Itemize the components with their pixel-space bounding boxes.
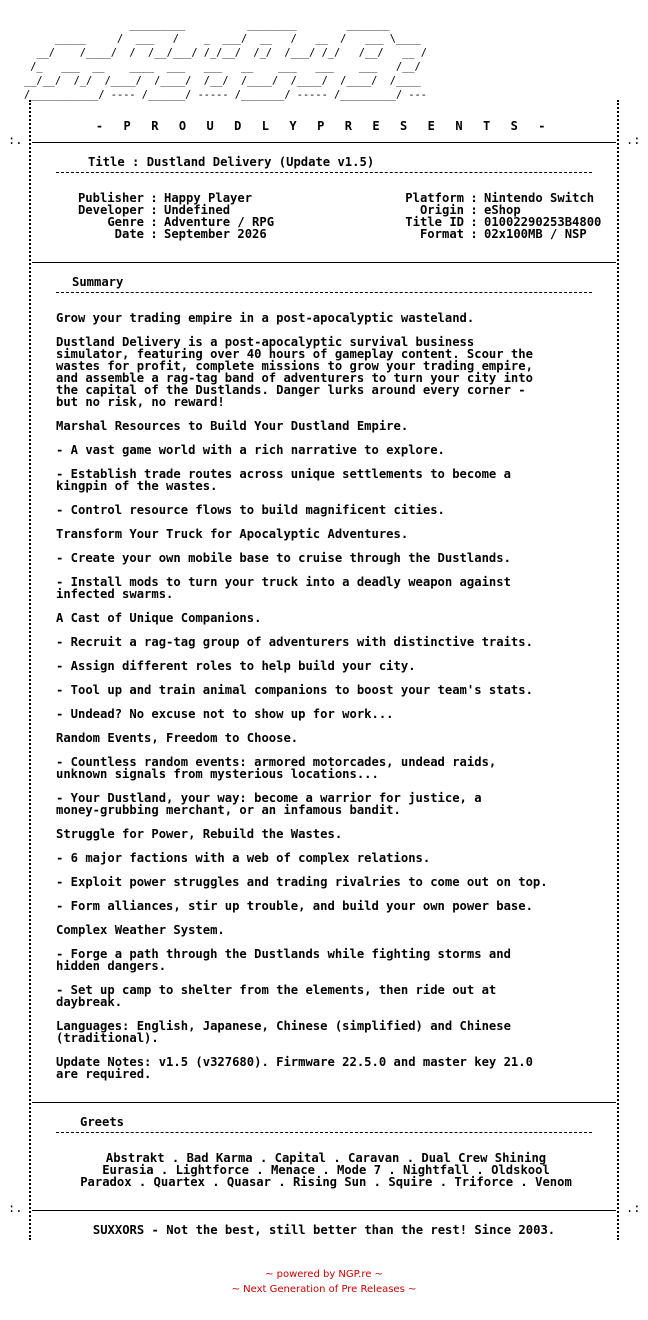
greets-line: Abstrakt . Bad Karma . Capital . Caravan . Dual Crew Shining	[105, 1151, 547, 1165]
frame-tick: .:	[626, 1201, 641, 1215]
summary-paragraph: Grow your trading empire in a post-apocalyptic wasteland.	[56, 311, 475, 325]
summary-paragraph: - Exploit power struggles and trading rivalries to come out on top.	[56, 875, 548, 889]
info-key: Publisher	[77, 191, 144, 205]
info-value: Adventure / RPG	[164, 215, 275, 229]
summary-paragraph: Dustland Delivery is a post-apocalyptic survival business simulator, featuring over 40 hours of gameplay content. Scour the wastes for profit, complete missions to grow your trading empire, and assemble a rag-tag band of adventurers to turn your city into the capital of the Dustlands. Danger lurks around every corner - but no risk, no reward!	[56, 335, 533, 409]
info-key: Format	[419, 227, 464, 241]
group-tagline: SUXXORS - Not the best, still better than the rest! Since 2003.	[92, 1223, 556, 1237]
summary-paragraph: Transform Your Truck for Apocalyptic Adventures.	[56, 527, 409, 541]
summary-paragraph: - A vast game world with a rich narrative to explore.	[56, 443, 445, 457]
ascii-logo	[24, 18, 624, 102]
frame-tick: .:	[626, 133, 641, 147]
summary-paragraph: Random Events, Freedom to Choose.	[56, 731, 299, 745]
frame-tick: :.	[8, 1201, 23, 1215]
info-value: eShop	[484, 203, 521, 217]
frame-tick: :.	[8, 133, 23, 147]
info-row-developer: Developer : Undefined	[56, 204, 274, 216]
summary-body	[56, 312, 596, 1092]
ascii-logo-line: /_ ___ __ ____ ___ ___ __ ___ ___ ___ /__/	[24, 61, 421, 73]
info-key: Title ID	[405, 215, 464, 229]
summary-paragraph: - Control resource flows to build magnificent cities.	[56, 503, 445, 517]
ascii-logo-line: _________ ________ _______	[24, 19, 390, 31]
summary-paragraph: - Undead? No excuse not to show up for work...	[56, 707, 394, 721]
powered-by-tagline: ~ Next Generation of Pre Releases ~	[231, 1284, 417, 1295]
powered-by-link[interactable]: ~ powered by NGP.re ~	[265, 1269, 383, 1280]
presents-banner: - P R O U D L Y P R E S E N T S -	[95, 119, 553, 133]
summary-paragraph: - Recruit a rag-tag group of adventurers with distinctive traits.	[56, 635, 533, 649]
info-row-format: Format : 02x100MB / NSP	[376, 228, 601, 240]
info-key: Date	[114, 227, 144, 241]
summary-heading: Summary	[72, 275, 124, 289]
summary-paragraph: - Establish trade routes across unique settlements to become a kingpin of the wastes.	[56, 467, 511, 493]
info-row-origin: Origin : eShop	[376, 204, 601, 216]
info-right-column	[376, 192, 601, 240]
ascii-logo-line: __/__/ /_/ /____/ /____/ /__/ /____/ /____/ /____/ /____	[24, 75, 421, 87]
divider	[32, 262, 616, 263]
info-value: 02x100MB / NSP	[484, 227, 587, 241]
greets-list	[56, 1152, 596, 1188]
release-title: Title : Dustland Delivery (Update v1.5)	[88, 155, 375, 169]
info-row-platform: Platform : Nintendo Switch	[376, 192, 601, 204]
info-value: Nintendo Switch	[484, 191, 595, 205]
info-row-genre: Genre : Adventure / RPG	[56, 216, 274, 228]
summary-paragraph: Complex Weather System.	[56, 923, 225, 937]
summary-paragraph: - Your Dustland, your way: become a warrior for justice, a money-grubbing merchant, or an infamous bandit.	[56, 791, 482, 817]
greets-line: Eurasia . Lightforce . Menace . Mode 7 . Nightfall . Oldskool	[102, 1163, 550, 1177]
summary-paragraph: - 6 major factions with a web of complex relations.	[56, 851, 431, 865]
summary-paragraph: - Install mods to turn your truck into a deadly weapon against infected swarms.	[56, 575, 511, 601]
info-key: Developer	[77, 203, 144, 217]
summary-paragraph: - Countless random events: armored motorcades, undead raids, unknown signals from mysterious locations...	[56, 755, 497, 781]
summary-paragraph: Marshal Resources to Build Your Dustland Empire.	[56, 419, 409, 433]
info-row-date: Date : September 2026	[56, 228, 274, 240]
divider	[32, 142, 616, 143]
dashed-rule	[56, 172, 592, 173]
summary-paragraph: - Assign different roles to help build your city.	[56, 659, 416, 673]
summary-paragraph: - Create your own mobile base to cruise through the Dustlands.	[56, 551, 511, 565]
dashed-rule	[56, 292, 592, 293]
info-row-title-id: Title ID : 01002290253B4800	[376, 216, 601, 228]
greets-line: Paradox . Quartex . Quasar . Rising Sun . Squire . Triforce . Venom	[80, 1175, 572, 1189]
dashed-rule	[56, 1132, 592, 1133]
frame-right-border	[617, 100, 619, 1240]
summary-paragraph: Struggle for Power, Rebuild the Wastes.	[56, 827, 343, 841]
frame-left-border	[29, 100, 31, 1240]
ascii-logo-line: /___________/ ---- /______/ ----- /_______/ ----- /_________/ ---	[24, 89, 427, 101]
info-value: September 2026	[164, 227, 267, 241]
summary-paragraph: A Cast of Unique Companions.	[56, 611, 262, 625]
summary-paragraph: - Form alliances, stir up trouble, and build your own power base.	[56, 899, 533, 913]
divider	[32, 1102, 616, 1103]
info-key: Platform	[405, 191, 464, 205]
summary-paragraph: Update Notes: v1.5 (v327680). Firmware 22.5.0 and master key 21.0 are required.	[56, 1055, 533, 1081]
greets-heading: Greets	[80, 1115, 125, 1129]
ascii-logo-line: _____ / ___ / _ ___/ __ / __ / ___ \____	[24, 33, 421, 45]
info-key: Origin	[419, 203, 464, 217]
info-left-column	[56, 192, 274, 240]
summary-paragraph: Languages: English, Japanese, Chinese (simplified) and Chinese (traditional).	[56, 1019, 511, 1045]
ascii-logo-line: __/ /____/ / /__/___/ /_/__/ /_/ /___/ /_/ /__/ __ /	[24, 47, 427, 59]
info-row-publisher: Publisher : Happy Player	[56, 192, 274, 204]
divider	[32, 1210, 616, 1211]
summary-paragraph: - Forge a path through the Dustlands while fighting storms and hidden dangers.	[56, 947, 511, 973]
info-value: Undefined	[164, 203, 231, 217]
info-value: 01002290253B4800	[484, 215, 602, 229]
summary-paragraph: - Set up camp to shelter from the elements, then ride out at daybreak.	[56, 983, 497, 1009]
info-key: Genre	[107, 215, 144, 229]
summary-paragraph: - Tool up and train animal companions to boost your team's stats.	[56, 683, 533, 697]
info-value: Happy Player	[164, 191, 253, 205]
